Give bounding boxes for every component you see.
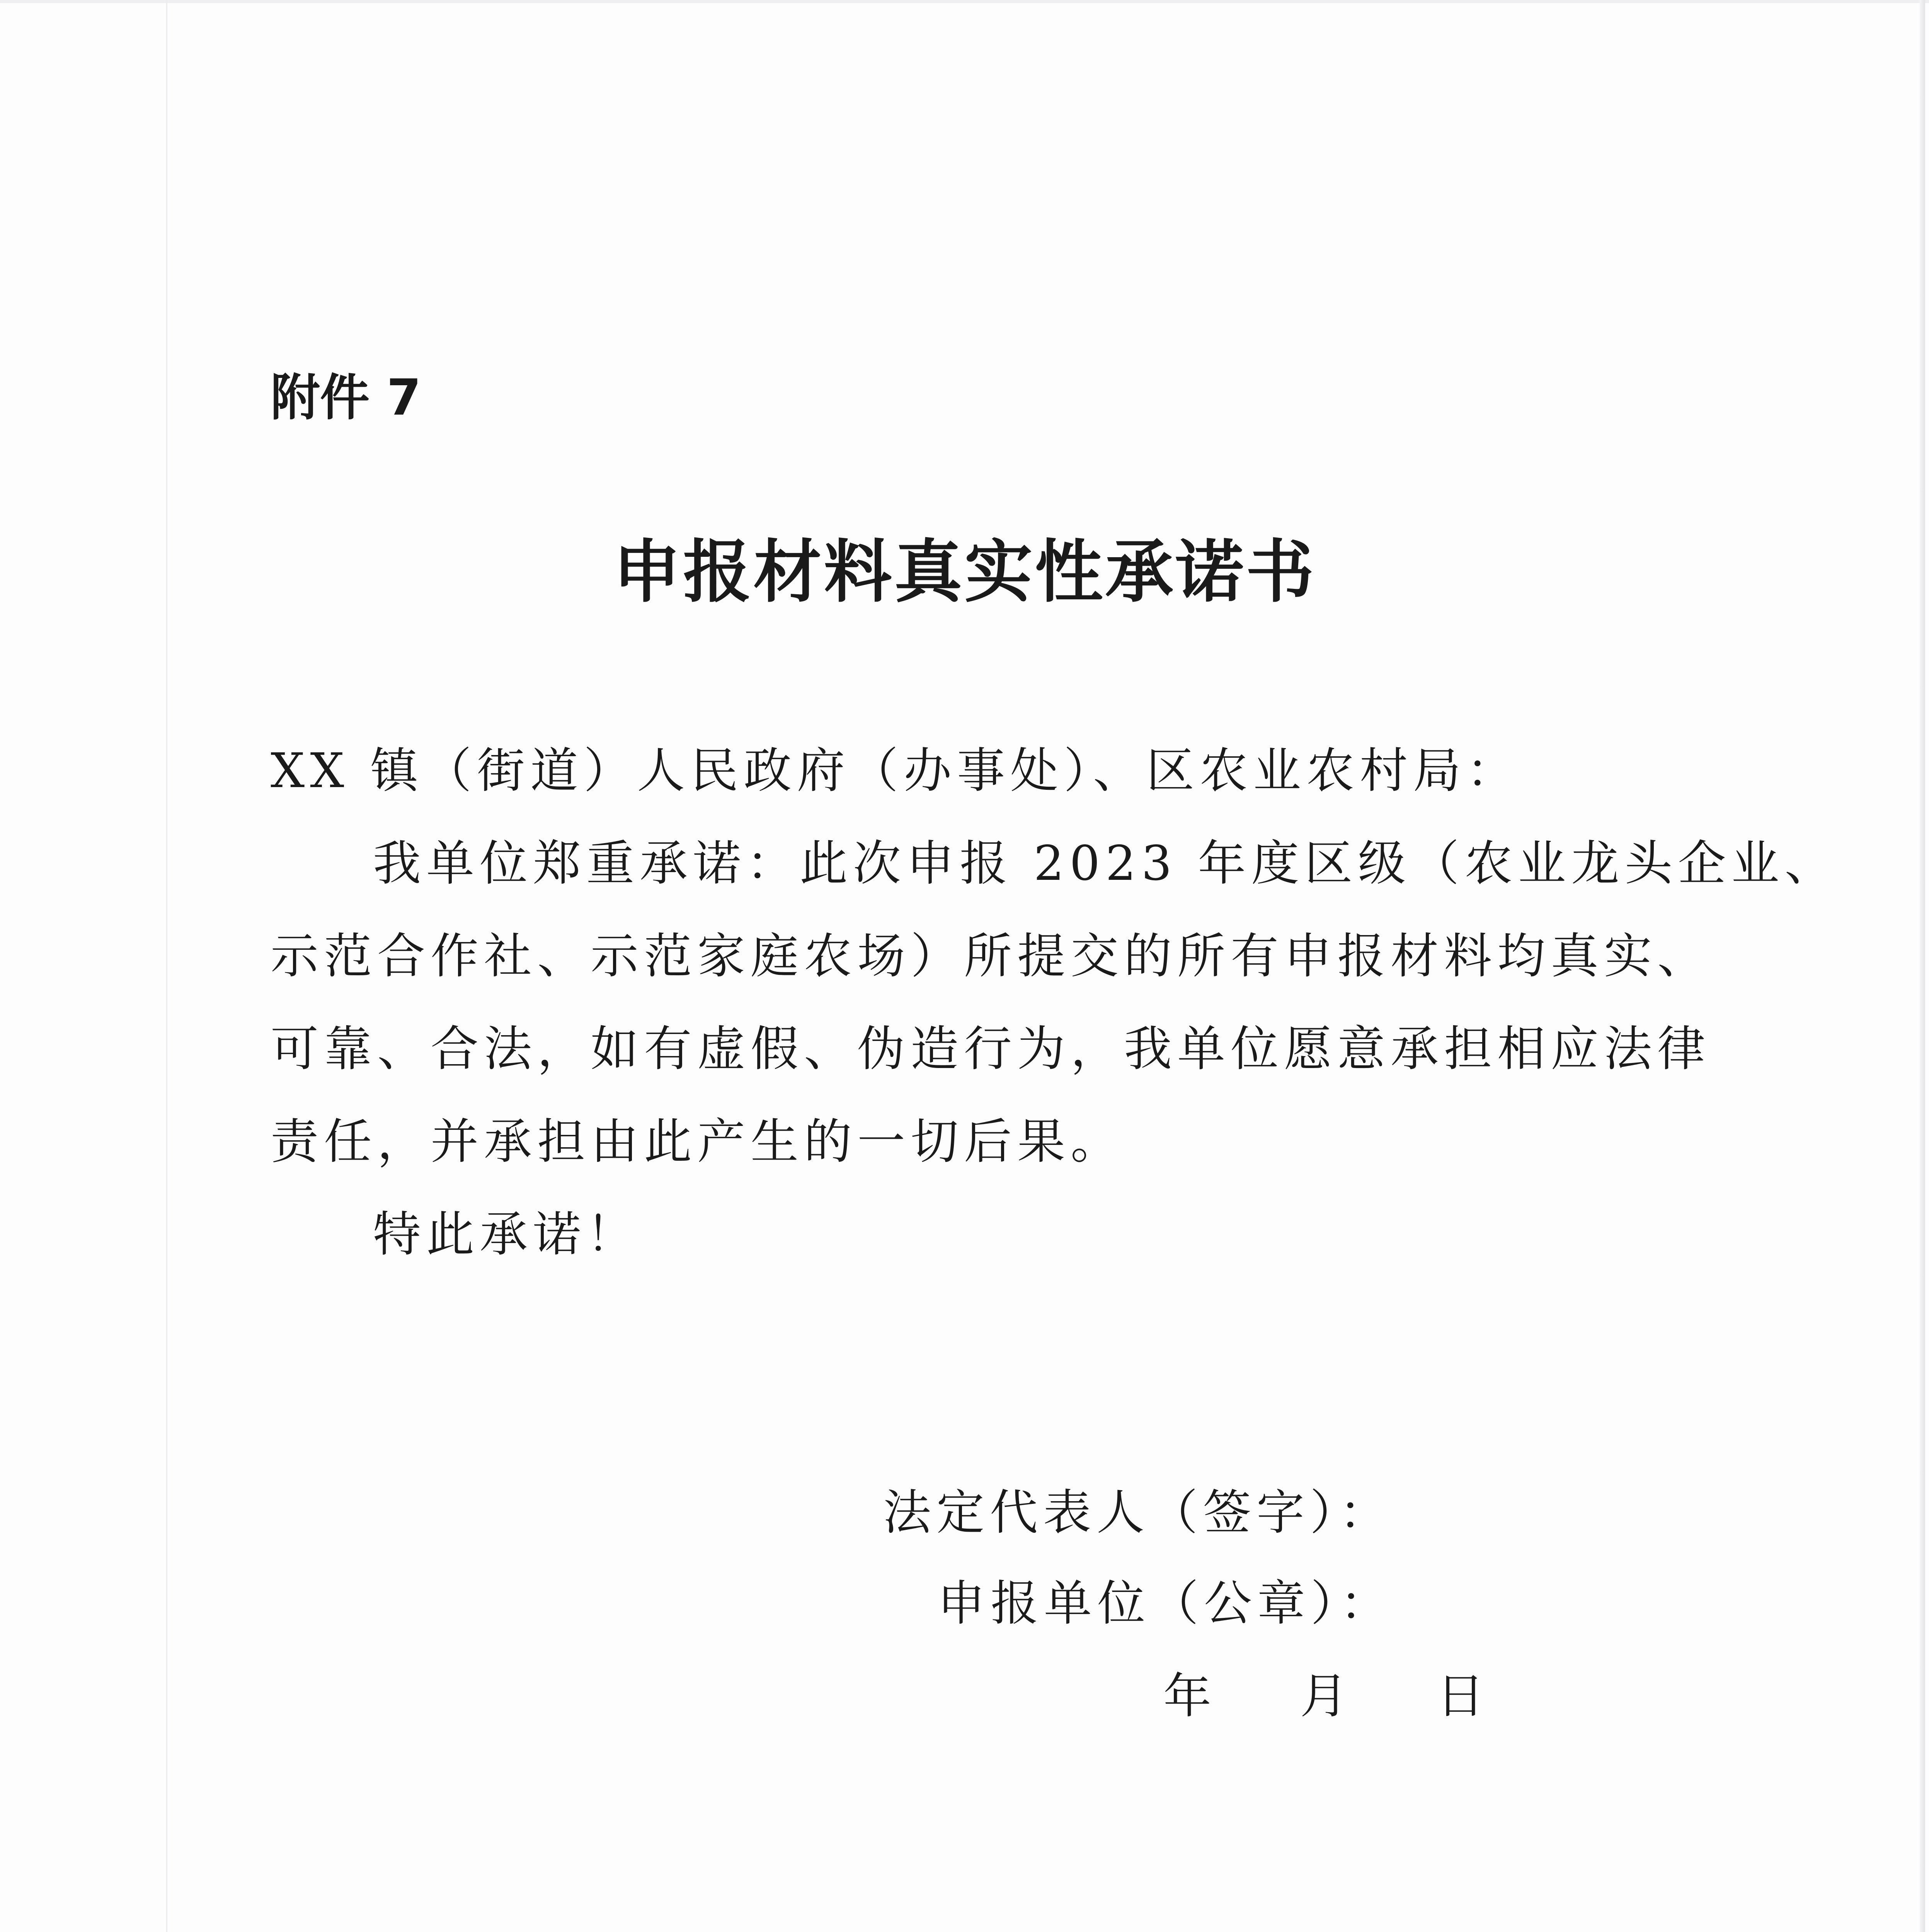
body-line-1: 我单位郑重承诺：此次申报 2023 年度区级（农业龙头企业、 (373, 836, 1838, 891)
closing-statement: 特此承诺！ (373, 1207, 640, 1262)
date-day-label: 日 (1436, 1668, 1485, 1724)
salutation: XX 镇（街道）人民政府（办事处）、区农业农村局： (271, 743, 1520, 799)
document-title: 申报材料真实性承诺书 (613, 532, 1316, 612)
date-row (1163, 1650, 1485, 1743)
body-line-3: 可靠、合法，如有虚假、伪造行为，我单位愿意承担相应法律 (271, 1021, 1711, 1077)
attachment-label: 附件 7 (271, 369, 421, 427)
legal-representative-signature-label: 法定代表人（签字）： (883, 1485, 1393, 1541)
date-month-label: 月 (1300, 1668, 1348, 1724)
scan-edge-left (166, 0, 167, 1932)
scan-edge-right (1920, 0, 1925, 1932)
applicant-unit-seal-label: 申报单位（公章）： (937, 1576, 1394, 1631)
body-line-4: 责任，并承担由此产生的一切后果。 (271, 1114, 1124, 1170)
date-year-label: 年 (1163, 1668, 1212, 1724)
body-line-2: 示范合作社、示范家庭农场）所提交的所有申报材料均真实、 (271, 929, 1711, 984)
scan-edge-top (0, 0, 1929, 3)
